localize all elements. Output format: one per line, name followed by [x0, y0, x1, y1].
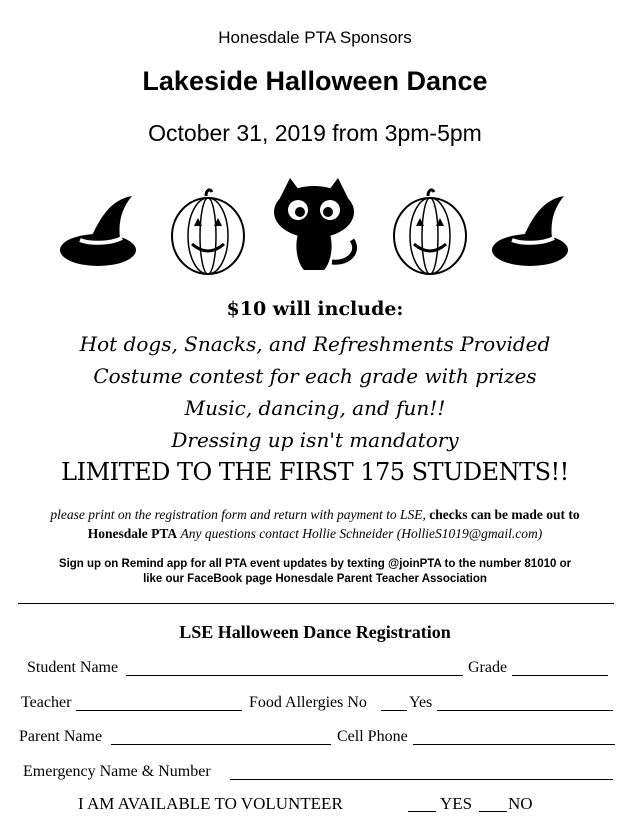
parent-name-field[interactable] — [111, 730, 331, 745]
volunteer-line — [78, 794, 343, 814]
note-part4: Any questions contact Hollie Schneider (HollieS1019@gmail.com) — [180, 526, 543, 541]
parent-name-label: Parent Name — [19, 728, 103, 745]
event-date: October 31, 2019 from 3pm-5pm — [148, 120, 482, 146]
witch-hat-icon — [60, 196, 136, 266]
cell-phone-field[interactable] — [413, 730, 615, 745]
registration-title: LSE Halloween Dance Registration — [179, 622, 451, 642]
event-title: Lakeside Halloween Dance — [142, 66, 488, 96]
volunteer-yes-label: YES — [440, 794, 473, 813]
limit-notice: LIMITED TO THE FIRST 175 STUDENTS!! — [61, 458, 569, 486]
teacher-field[interactable] — [76, 696, 242, 711]
volunteer-yes-field[interactable] — [408, 797, 436, 812]
witch-hat-icon — [492, 196, 568, 266]
remind-notice — [0, 557, 630, 587]
black-cat-icon — [274, 178, 355, 270]
pumpkin-icon — [394, 190, 466, 274]
sponsor-line: Honesdale PTA Sponsors — [218, 28, 412, 47]
grade-label: Grade — [468, 659, 508, 676]
allergies-no-field[interactable] — [381, 696, 407, 711]
remind-line1: Sign up on Remind app for all PTA event updates by texting @joinPTA to the number 81010 or — [58, 558, 572, 570]
teacher-label: Teacher — [21, 694, 72, 711]
note-part2: checks can be made out to — [429, 507, 580, 522]
payment-note — [0, 505, 630, 543]
student-name-field[interactable] — [126, 661, 463, 676]
divider — [18, 603, 614, 604]
include-heading: $10 will include: — [226, 298, 404, 320]
volunteer-label: I AM AVAILABLE TO VOLUNTEER — [78, 794, 343, 813]
student-name-label: Student Name — [27, 659, 119, 676]
note-part1: please print on the registration form and return with payment to LSE, — [50, 507, 426, 522]
include-item: Dressing up isn't mandatory — [171, 428, 459, 452]
cell-phone-label: Cell Phone — [337, 728, 408, 745]
remind-line2: like our FaceBook page Honesdale Parent Teacher Association — [143, 573, 487, 585]
include-item: Music, dancing, and fun!! — [184, 396, 446, 420]
volunteer-no-field[interactable] — [479, 797, 507, 812]
include-item: Hot dogs, Snacks, and Refreshments Provided — [79, 332, 551, 356]
emergency-field[interactable] — [230, 765, 613, 780]
grade-field[interactable] — [512, 661, 608, 676]
halloween-icons — [0, 178, 630, 278]
food-allergies-label: Food Allergies No — [249, 694, 367, 711]
include-item: Costume contest for each grade with prizes — [93, 364, 537, 388]
allergies-yes-field[interactable] — [437, 696, 613, 711]
volunteer-no-label: NO — [508, 794, 533, 813]
emergency-label: Emergency Name & Number — [23, 763, 211, 780]
pumpkin-icon — [172, 190, 244, 274]
allergies-yes-label: Yes — [409, 694, 433, 711]
note-part3: Honesdale PTA — [87, 526, 178, 541]
